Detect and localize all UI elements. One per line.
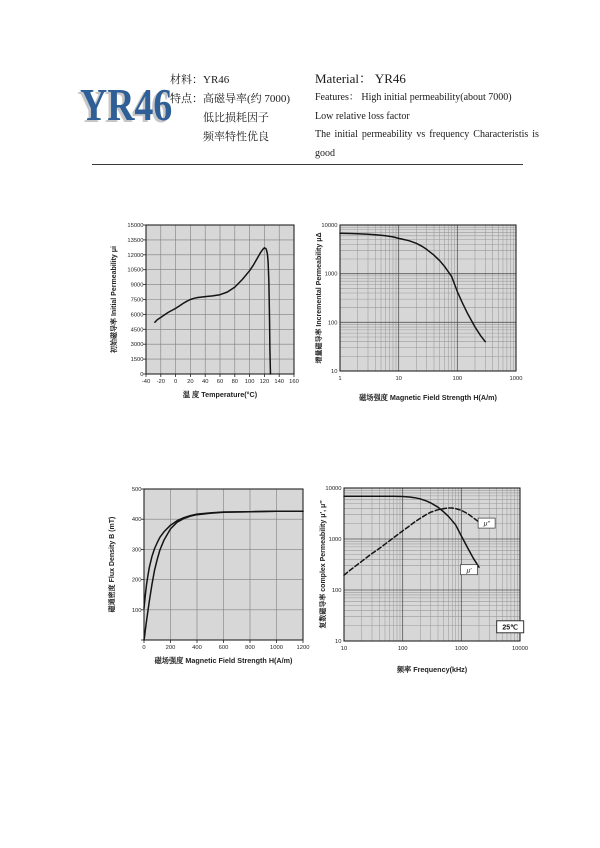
x-axis-title: 温 度 Temperature(°C): [182, 390, 258, 399]
svg-text:0: 0: [140, 372, 144, 378]
svg-text:25℃: 25℃: [502, 624, 519, 632]
y-axis-title: 磁通密度 Flux Density B (mT): [109, 516, 116, 613]
freq-line2-en: good: [315, 147, 335, 159]
svg-text:10: 10: [331, 369, 338, 375]
svg-text:10: 10: [340, 646, 348, 652]
svg-text:3000: 3000: [130, 342, 144, 349]
svg-text:60: 60: [216, 379, 224, 385]
material-label-en: Material：: [315, 71, 373, 86]
freq-line1-en: The initial permeability vs frequency Characteristis is: [315, 129, 539, 140]
plot-background: [340, 225, 516, 371]
svg-text:6000: 6000: [130, 312, 144, 319]
svg-text:1000: 1000: [454, 646, 468, 652]
chart-svg: [314, 210, 526, 410]
chart-svg: [100, 213, 312, 409]
svg-text:13500: 13500: [127, 237, 144, 244]
chart-complex-permeability-vs-frequency: [318, 474, 530, 687]
svg-text:400: 400: [192, 645, 202, 651]
svg-text:1: 1: [338, 376, 342, 382]
loss-line-en: Low relative loss factor: [315, 110, 410, 122]
svg-text:200: 200: [131, 577, 142, 584]
chart-svg: [318, 474, 530, 682]
svg-text:μ′: μ′: [466, 567, 472, 575]
svg-text:800: 800: [245, 645, 255, 651]
feature-zh-2: 低比损耗因子: [203, 112, 269, 124]
svg-text:400: 400: [131, 517, 142, 524]
svg-text:12000: 12000: [127, 252, 144, 259]
features-english-block: [315, 69, 539, 163]
svg-text:μ″: μ″: [483, 520, 490, 528]
svg-text:140: 140: [274, 379, 285, 385]
material-row-zh: [170, 71, 290, 90]
svg-text:100: 100: [397, 646, 408, 652]
chart-flux-density-vs-field: [98, 477, 316, 678]
svg-text:1200: 1200: [296, 645, 310, 651]
chart-svg: [98, 477, 316, 673]
chart-initial-permeability-vs-temperature: [100, 213, 312, 414]
chart-incremental-permeability-vs-field: [314, 210, 526, 415]
svg-text:0: 0: [173, 379, 178, 385]
x-axis-title: 磁场强度 Magnetic Field Strength H(A/m): [154, 656, 293, 665]
svg-text:10: 10: [335, 639, 342, 645]
svg-text:1000: 1000: [270, 645, 283, 651]
svg-text:1000: 1000: [324, 271, 338, 278]
svg-text:10500: 10500: [127, 267, 144, 274]
svg-text:10000: 10000: [511, 646, 529, 652]
x-axis-title: 频率 Frequency(kHz): [396, 665, 468, 674]
y-axis-title: 复数磁导率 complex Permeability μ′, μ″: [320, 500, 327, 629]
svg-text:500: 500: [131, 487, 142, 493]
svg-text:15000: 15000: [127, 223, 144, 229]
features-line-en: Features： High initial permeability(about 7000): [315, 92, 512, 103]
feature-zh-3: 频率特性优良: [203, 131, 269, 143]
features-row-zh: [170, 90, 290, 147]
material-label-zh: 材料：: [170, 74, 203, 86]
y-axis-title: 初始磁导率 Initial Permeability μi: [111, 246, 118, 353]
plot-background: [344, 488, 520, 641]
svg-text:100: 100: [331, 588, 342, 594]
svg-text:1000: 1000: [509, 376, 523, 382]
material-logo: YR46: [80, 79, 173, 130]
features-chinese-block: [170, 71, 290, 147]
svg-text:200: 200: [165, 645, 176, 651]
material-value-en: YR46: [374, 71, 406, 86]
svg-text:0: 0: [142, 645, 146, 651]
svg-text:100: 100: [244, 379, 255, 385]
svg-text:7500: 7500: [130, 297, 144, 304]
svg-text:-20: -20: [156, 379, 165, 385]
material-row-en: [315, 69, 539, 89]
svg-text:1000: 1000: [328, 537, 342, 543]
svg-text:20: 20: [187, 379, 194, 385]
features-list-zh: [203, 90, 290, 147]
svg-text:80: 80: [231, 379, 239, 385]
svg-text:10000: 10000: [325, 486, 342, 492]
svg-text:4500: 4500: [130, 327, 144, 334]
y-axis-title: 增量磁导率 Incremental Permeability μΔ: [316, 232, 323, 364]
annotation-mu-real: [460, 565, 477, 575]
svg-text:10000: 10000: [321, 223, 338, 229]
x-axis-title: 磁场强度 Magnetic Field Strength H(A/m): [359, 393, 497, 402]
svg-text:600: 600: [218, 645, 229, 651]
svg-text:1500: 1500: [130, 357, 144, 364]
svg-text:10: 10: [395, 376, 402, 382]
svg-text:160: 160: [289, 379, 299, 385]
svg-text:-40: -40: [141, 379, 151, 385]
features-label-zh: 特点：: [170, 93, 203, 105]
svg-text:100: 100: [131, 607, 142, 614]
annotation-temperature: [497, 621, 524, 633]
material-value-zh: YR46: [203, 74, 230, 86]
svg-text:100: 100: [452, 376, 463, 382]
svg-text:300: 300: [131, 547, 142, 554]
svg-text:40: 40: [201, 379, 209, 385]
svg-text:120: 120: [259, 379, 270, 385]
svg-text:100: 100: [327, 320, 338, 327]
svg-text:9000: 9000: [130, 282, 144, 289]
annotation-mu-imaginary: [478, 518, 495, 528]
header-divider: [92, 164, 523, 165]
feature-zh-1: 高磁导率(约 7000): [203, 93, 291, 105]
